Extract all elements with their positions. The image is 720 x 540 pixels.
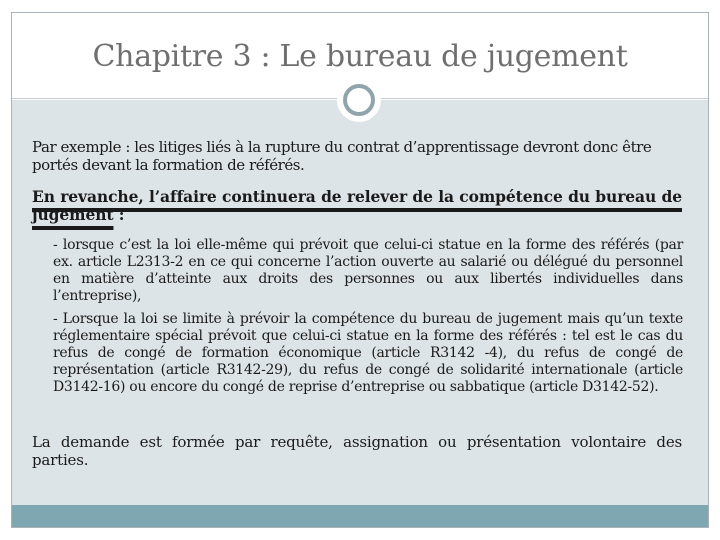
- statement-colon: :: [113, 205, 125, 224]
- slide-title: Chapitre 3 : Le bureau de jugement: [92, 39, 628, 74]
- underlined-statement: En revanche, l’affaire continuera de relever de la compétence du bureau de jugement: [32, 187, 682, 224]
- paragraph-revanche: [32, 188, 682, 224]
- ring-ornament-icon: [337, 78, 381, 122]
- list-item: - Lorsque la loi se limite à prévoir la compétence du bureau de jugement mais qu’un texte réglementaire spécial prévoit que celui-ci statue en la forme des référés : tel est le cas du refus de congé de formation économique (article R3142 -4), du refus de congé de représentation (article R3142-29), du refus de congé de solidarité internationale (article D3142-16) ou encore du congé de reprise d’entreprise ou sabbatique (article D3142-52).: [53, 311, 683, 395]
- paragraph-example: Par exemple : les litiges liés à la rupture du contrat d’apprentissage devront donc être portés devant la formation de référés.: [32, 138, 652, 174]
- footer-bar: [12, 505, 708, 527]
- list-item: - lorsque c’est la loi elle-même qui prévoit que celui-ci statue en la forme des référés (par ex. article L2313-2 en ce qui concerne l’action ouverte au salarié ou délégué du personnel en matière d’atteinte aux droits des personnes ou aux libertés individuelles dans l’entreprise),: [53, 237, 683, 304]
- ring-inner: [343, 84, 375, 116]
- paragraph-demande: La demande est formée par requête, assignation ou présentation volontaire des parties.: [32, 433, 682, 469]
